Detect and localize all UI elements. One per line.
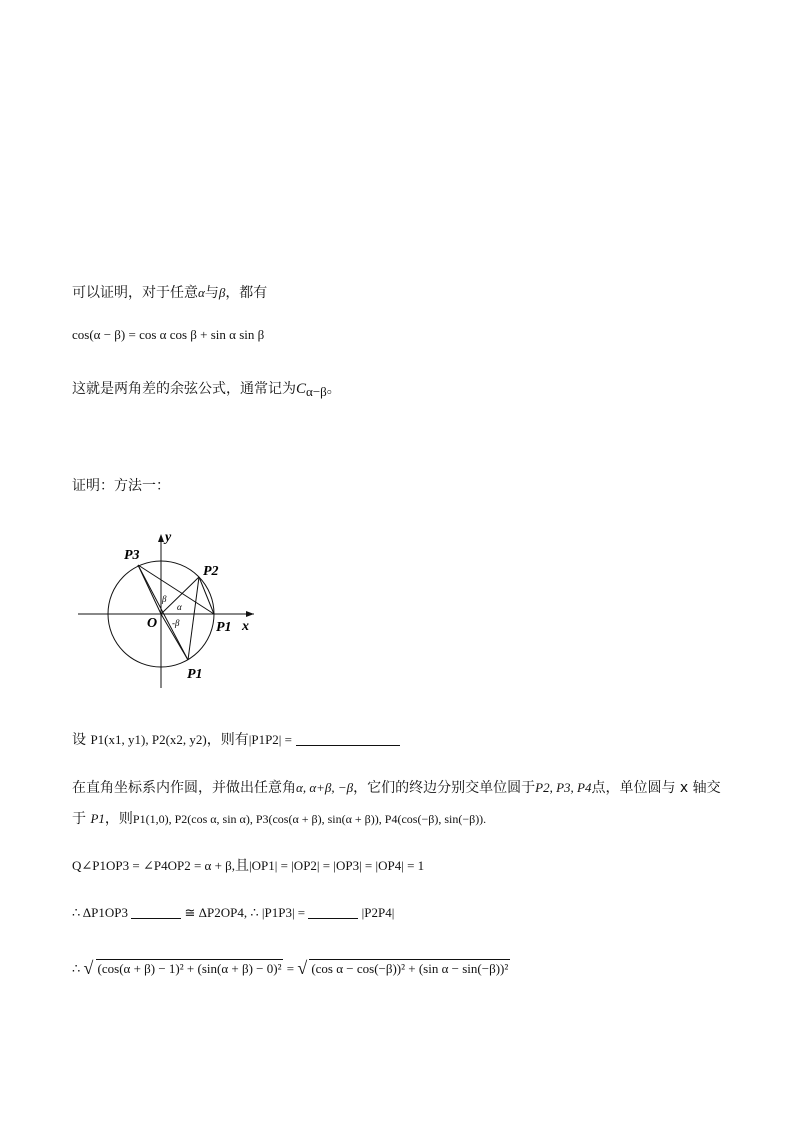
label-p2: P2 — [203, 564, 219, 579]
set-points-line — [72, 729, 400, 749]
proof-heading — [72, 475, 170, 495]
formula-symbol: C — [296, 381, 307, 397]
radical-icon: √ — [83, 958, 94, 978]
set-points-math: P1(x1, y1), P2(x2, y2) — [90, 732, 207, 747]
named-tail: 。 — [326, 381, 341, 397]
therefore1-a: ∴ ΔP1OP3 — [72, 905, 129, 920]
because-text: Q∠P1OP3 = ∠P4OP2 = α + β, — [72, 858, 236, 873]
cosine-difference-formula — [72, 327, 264, 343]
radical-icon: √ — [297, 958, 308, 978]
sqrt-right-body: (cos α − cos(−β))² + (sin α − sin(−β))² — [311, 961, 509, 976]
intro-tail: ，都有 — [225, 285, 268, 301]
label-neg-beta: -β — [172, 618, 180, 628]
therefore2-eq: = — [286, 961, 295, 976]
label-beta: β — [162, 594, 167, 604]
therefore1-b: ≅ ΔP2OP4, ∴ |P1P3| = — [184, 905, 306, 920]
label-origin: O — [147, 616, 158, 631]
label-p1-bottom: P1 — [187, 667, 203, 682]
para1-b: ，它们的终边分别交单位圆于 — [353, 780, 536, 796]
intro-line — [72, 282, 267, 302]
para1-points: P2, P3, P4 — [535, 780, 592, 795]
para1-angles: α, α+β, −β — [296, 780, 354, 795]
para1-a: 在直角坐标系内作圆，并做出任意角 — [72, 780, 296, 796]
because-line — [72, 855, 424, 875]
beta-symbol: β — [218, 285, 226, 300]
construction-line-2 — [72, 808, 486, 828]
alpha-symbol: α — [198, 285, 205, 300]
intro-and: 与 — [204, 285, 219, 301]
because-tail: |OP1| = |OP2| = |OP3| = |OP4| = 1 — [249, 858, 425, 873]
chord-p2p4 — [188, 577, 199, 660]
sqrt-right — [297, 958, 510, 978]
sqrt-left — [83, 958, 284, 978]
para2-a: 于 — [72, 811, 86, 827]
answer-blank-3[interactable] — [308, 906, 358, 919]
chord-p1p2 — [199, 577, 214, 614]
named-text: 这就是两角差的余弦公式，通常记为 — [72, 381, 296, 397]
label-p3: P3 — [124, 548, 140, 563]
para1-c: 点，单位圆与 x 轴交 — [591, 780, 721, 796]
set-prefix: 设 — [72, 732, 86, 748]
label-p1-right: P1 — [216, 620, 232, 635]
answer-blank-2[interactable] — [131, 906, 181, 919]
distance-equation-line — [72, 958, 510, 978]
proof-heading-text: 证明：方法一： — [72, 478, 170, 494]
label-y: y — [165, 530, 172, 545]
point-coordinates: P1(1,0), P2(cos α, sin α), P3(cos(α + β), sin(α + β)), P4(cos(−β), sin(−β)). — [132, 812, 487, 826]
y-axis-arrow — [158, 534, 164, 542]
set-middle: ，则有 — [206, 732, 249, 748]
x-axis-arrow — [246, 611, 254, 617]
sqrt-left-body: (cos(α + β) − 1)² + (sin(α + β) − 0)² — [97, 961, 282, 976]
para2-b: ，则 — [104, 811, 133, 827]
chord-p3p4 — [138, 565, 188, 660]
therefore1-c: |P2P4| — [361, 905, 395, 920]
unit-circle-diagram — [74, 528, 264, 688]
formula-name-line — [72, 378, 341, 400]
label-alpha: α — [177, 602, 182, 612]
congruence-line — [72, 905, 394, 921]
construction-line-1 — [72, 777, 721, 797]
answer-blank-1[interactable] — [296, 733, 400, 746]
formula-text: cos(α − β) = cos α cos β + sin α sin β — [72, 327, 265, 342]
intro-text: 可以证明，对于任意 — [72, 285, 198, 301]
label-x: x — [242, 619, 249, 634]
para2-p1: P1 — [90, 811, 105, 826]
because-cjk: 且 — [235, 858, 250, 874]
distance-expression: |P1P2| = — [248, 732, 292, 747]
therefore2-a: ∴ — [72, 961, 81, 976]
formula-subscript: α−β — [306, 384, 327, 399]
